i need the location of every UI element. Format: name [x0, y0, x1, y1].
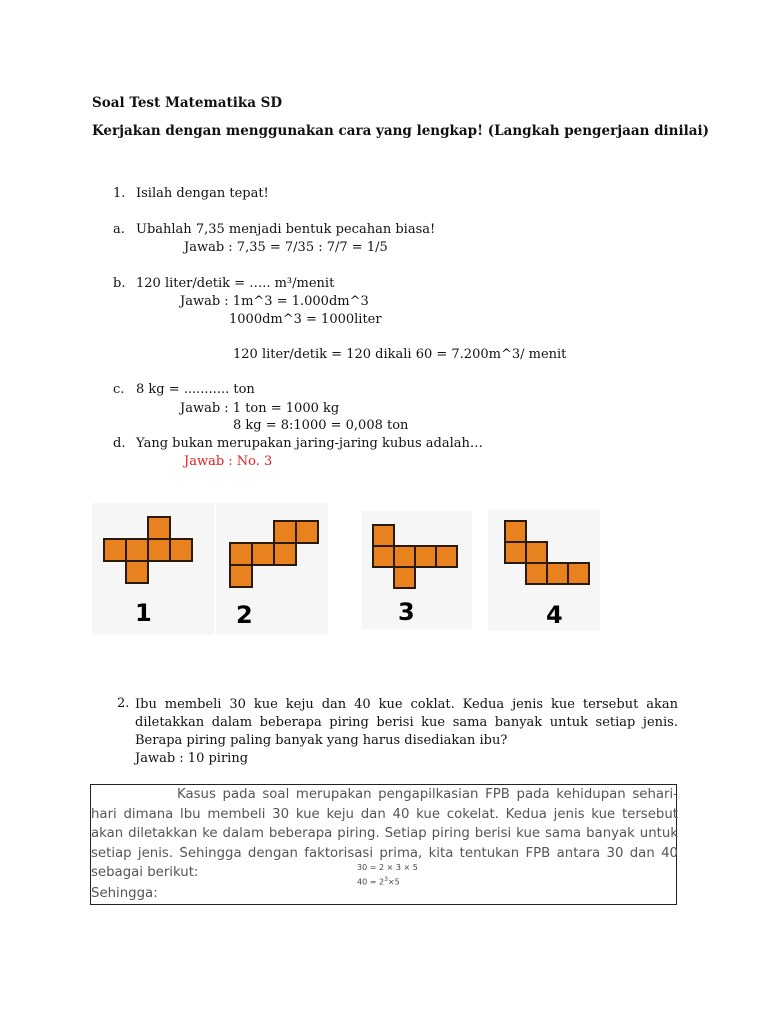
net-square	[505, 521, 526, 542]
factorization-30: 30 = 2 × 3 × 5	[357, 863, 418, 872]
q2-question-text: Ibu membeli 30 kue keju dan 40 kue coklat. Kedua jenis kue tersebut akan diletakkan dalam beberapa piring berisi kue sama banyak untuk setiap jenis. Berapa piring paling banyak yang harus disediakan ibu?	[135, 697, 678, 748]
net-label-1: 1	[135, 599, 152, 627]
net-square	[436, 546, 457, 567]
net-square	[568, 563, 589, 584]
q1b-answer-line3: 120 liter/detik = 120 dikali 60 = 7.200m^3/ menit	[233, 347, 567, 362]
q1-number: 1.	[113, 186, 126, 201]
q1c-answer-line1: Jawab : 1 ton = 1000 kg	[180, 401, 340, 416]
net-square	[373, 525, 394, 546]
q1b-answer-line1: Jawab : 1m^3 = 1.000dm^3	[180, 294, 369, 309]
q1d-answer: Jawab : No. 3	[184, 454, 273, 469]
cube-net-4	[488, 509, 600, 631]
q1d-question: Yang bukan merupakan jaring-jaring kubus adalah…	[136, 436, 483, 451]
q1a-answer: Jawab : 7,35 = 7/35 : 7/7 = 1/5	[184, 240, 388, 255]
q2-question	[135, 696, 678, 768]
net-square	[547, 563, 568, 584]
net-square	[394, 546, 415, 567]
q1c-letter: c.	[113, 382, 125, 397]
q1b-letter: b.	[113, 276, 126, 291]
cube-net-1	[92, 503, 214, 635]
q1d-letter: d.	[113, 436, 126, 451]
q1c-answer-line2: 8 kg = 8:1000 = 0,008 ton	[233, 418, 409, 433]
net-square	[274, 521, 296, 543]
q1a-question: Ubahlah 7,35 menjadi bentuk pecahan biasa!	[136, 222, 436, 237]
net-square	[230, 543, 252, 565]
net-label-4: 4	[546, 601, 563, 629]
net-square	[526, 542, 547, 563]
instructions: Kerjakan dengan menggunakan cara yang lengkap! (Langkah pengerjaan dinilai)	[92, 123, 709, 139]
net-square	[526, 563, 547, 584]
q1c-question: 8 kg = ........... ton	[136, 382, 255, 397]
q2-number: 2.	[117, 696, 130, 711]
q2-answer: Jawab : 10 piring	[135, 751, 249, 766]
net-square	[274, 543, 296, 565]
net-square	[373, 546, 394, 567]
net-label-3: 3	[398, 598, 415, 626]
net-square	[148, 517, 170, 539]
net-label-2: 2	[236, 601, 253, 629]
net-square	[126, 561, 148, 583]
q1b-question: 120 liter/detik = ….. m³/menit	[136, 276, 335, 291]
explanation-box	[90, 784, 677, 905]
closing-text: Sehingga:	[91, 886, 158, 901]
net-square	[148, 539, 170, 561]
net-square	[415, 546, 436, 567]
cube-net-2	[216, 503, 328, 635]
net-square	[252, 543, 274, 565]
net-square	[505, 542, 526, 563]
explanation-paragraph: Kasus pada soal merupakan pengapilkasian FPB pada kehidupan sehari-hari dimana lbu membeli 30 kue keju dan 40 kue cokelat. Kedua jenis kue tersebut akan diletakkan ke dalam beberapa piring. Setiap piring berisi kue sama banyak untuk setiap jenis. Sehingga dengan faktorisasi prima, kita tentukan FPB antara 30 dan 40 sebagai berikut:	[91, 787, 678, 880]
net-square	[170, 539, 192, 561]
net-square	[126, 539, 148, 561]
q1a-letter: a.	[113, 222, 125, 237]
q1b-answer-line2: 1000dm^3 = 1000liter	[229, 312, 382, 327]
factorization-40: $40 = 2^3\times 5$	[357, 876, 400, 887]
net-square	[296, 521, 318, 543]
cube-nets-figure	[92, 503, 604, 635]
net-square	[394, 567, 415, 588]
net-square	[104, 539, 126, 561]
page-title: Soal Test Matematika SD	[92, 95, 283, 111]
q1-text: Isilah dengan tepat!	[136, 186, 269, 201]
net-square	[230, 565, 252, 587]
cube-net-3	[362, 511, 472, 629]
